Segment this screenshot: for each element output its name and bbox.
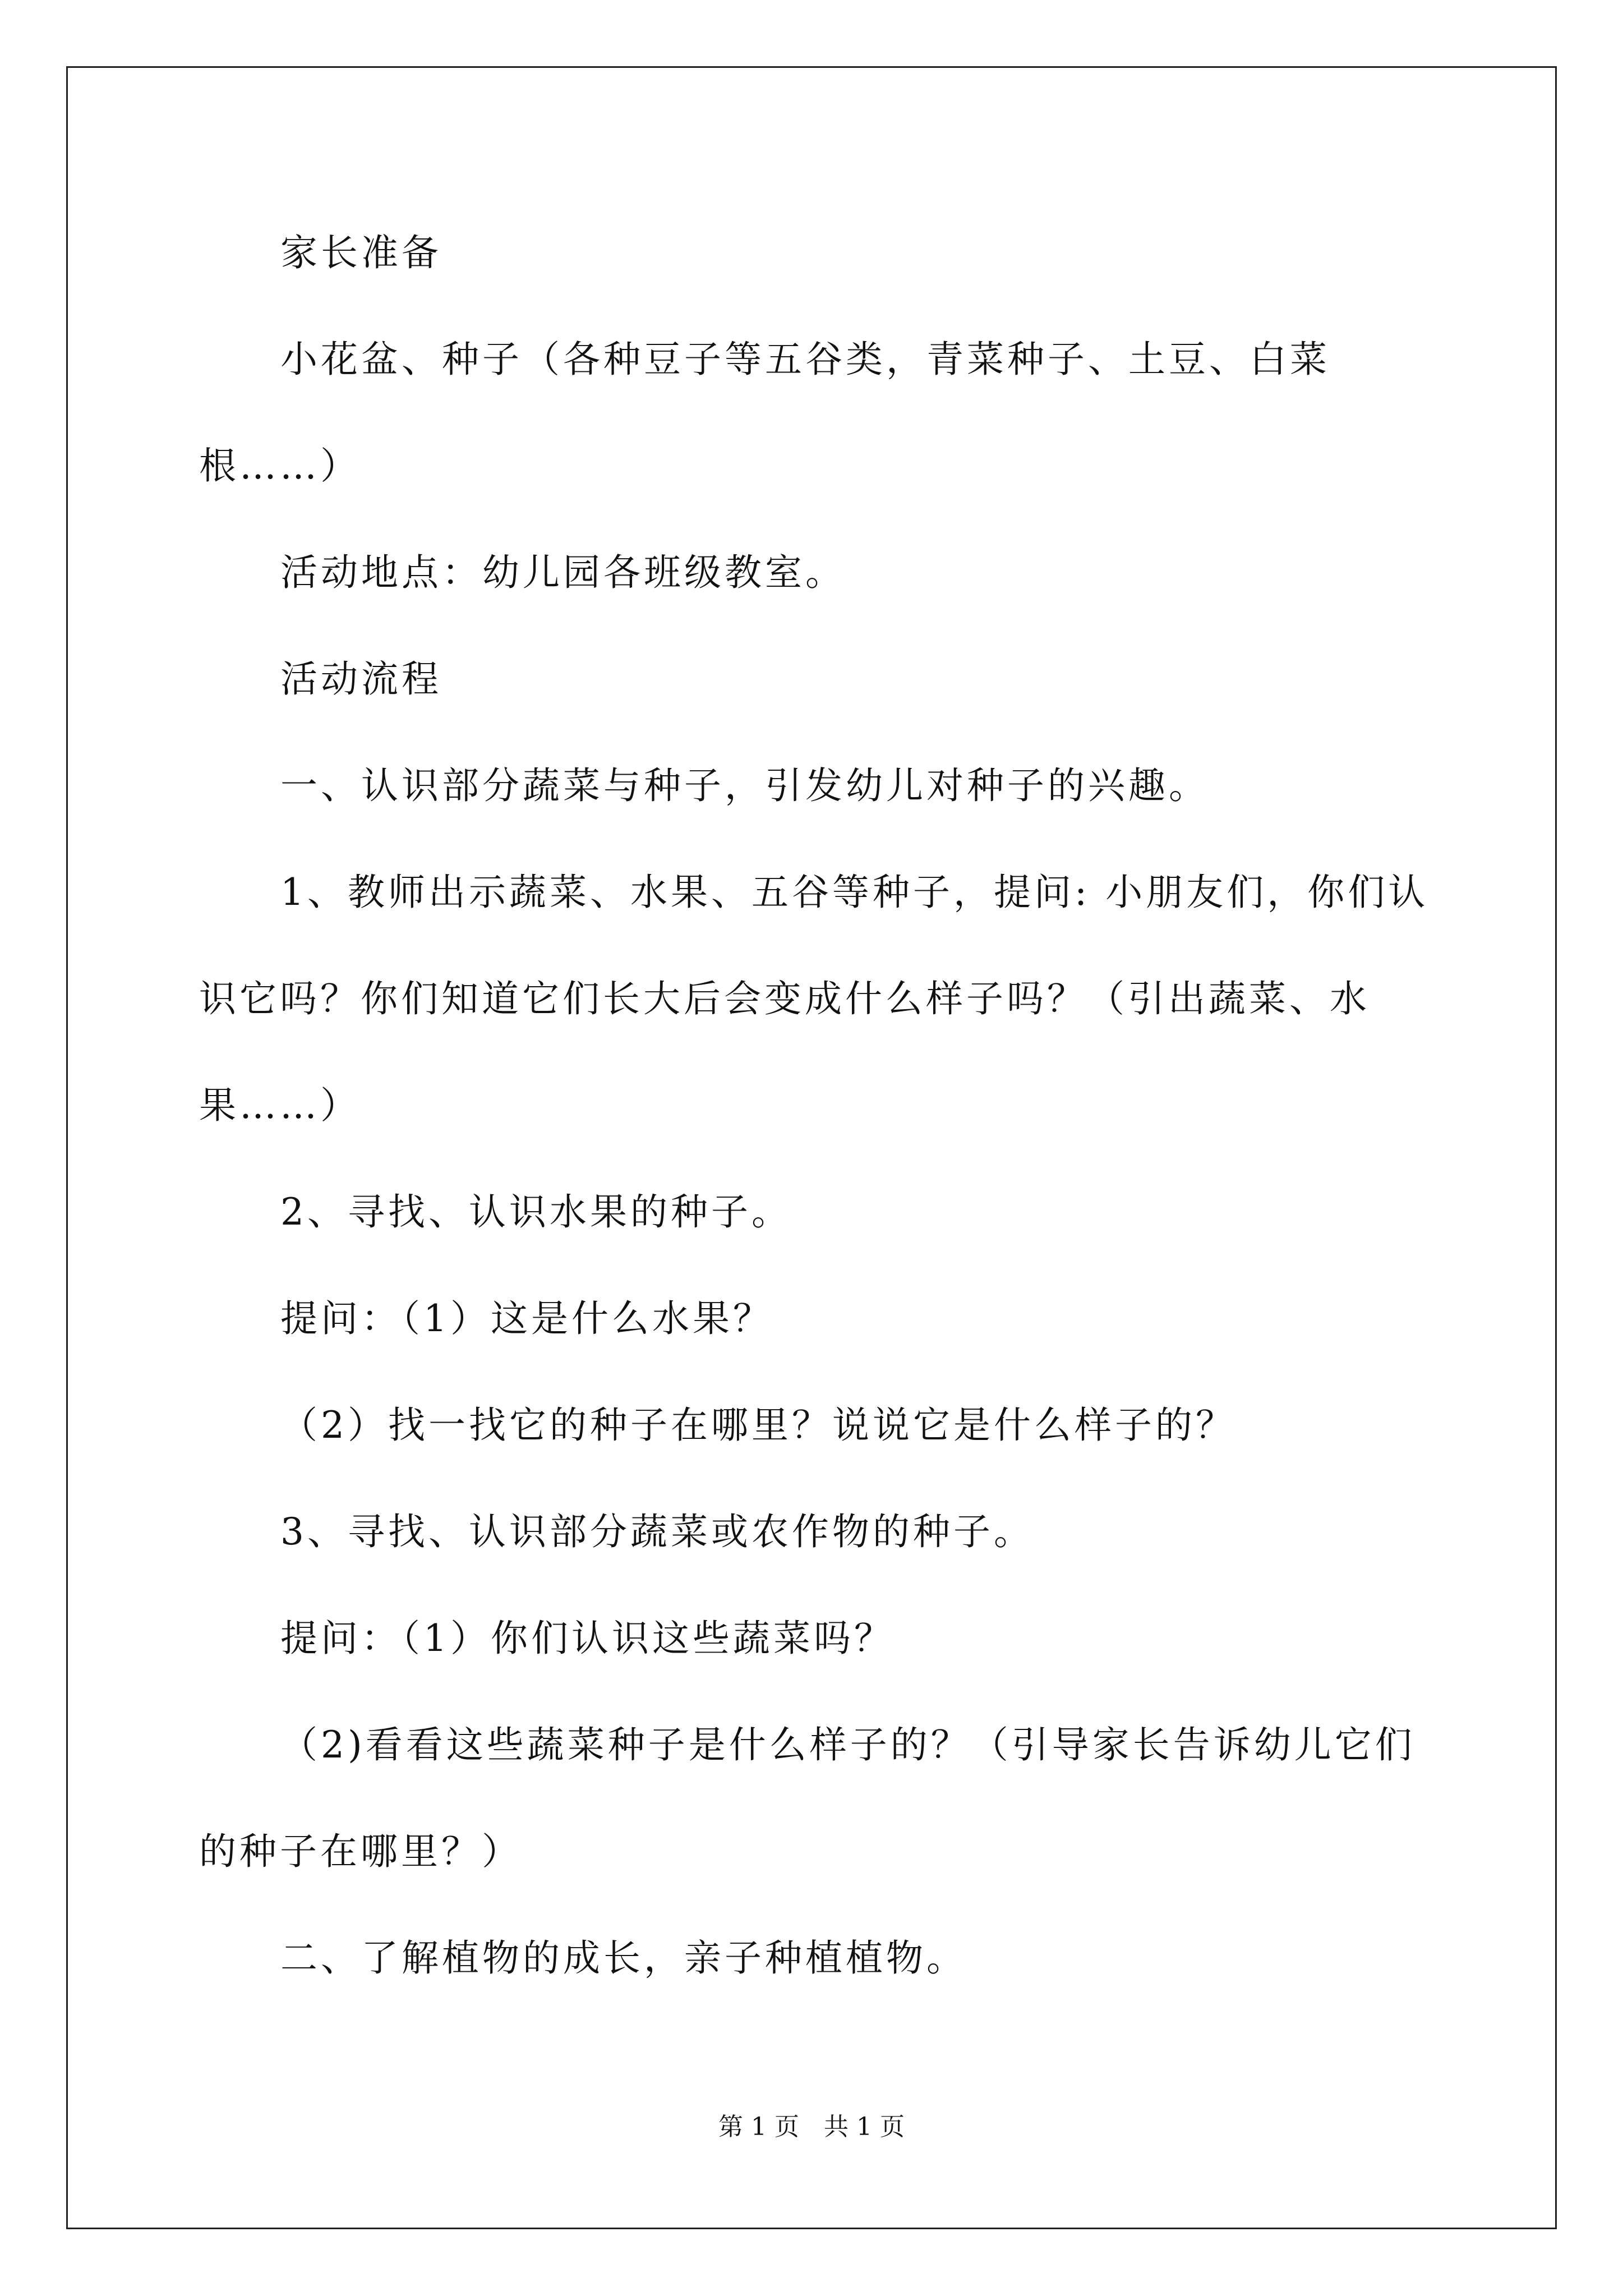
paragraph-step-1: 1、教师出示蔬菜、水果、五谷等种子，提问: 小朋友们，你们认 (280, 871, 1429, 914)
section-heading-2: 二、了解植物的成长，亲子种植植物。 (280, 1936, 967, 1980)
heading-parent-preparation: 家长准备 (280, 231, 442, 274)
paragraph-question-3-1: 提问：（1）你们认识这些蔬菜吗？ (280, 1617, 895, 1660)
paragraph-question-3-2: （2)看看这些蔬菜种子是什么样子的？（引导家长告诉幼儿它们 (280, 1723, 1415, 1766)
paragraph-materials-cont: 根……） (199, 444, 361, 487)
paragraph-step-3: 3、寻找、认识部分蔬菜或农作物的种子。 (280, 1510, 1034, 1553)
heading-activity-process: 活动流程 (280, 657, 442, 701)
paragraph-materials: 小花盆、种子（各种豆子等五谷类，青菜种子、土豆、白菜 (280, 338, 1330, 381)
paragraph-location: 活动地点：幼儿园各班级教室。 (280, 551, 846, 594)
paragraph-question-2-2: （2）找一找它的种子在哪里？说说它是什么样子的？ (280, 1404, 1236, 1447)
paragraph-step-1-end: 果……） (199, 1084, 361, 1127)
paragraph-question-2-1: 提问：（1）这是什么水果？ (280, 1297, 773, 1340)
section-heading-1: 一、认识部分蔬菜与种子，引发幼儿对种子的兴趣。 (280, 764, 1209, 807)
page-border (66, 66, 1557, 2229)
paragraph-question-3-2-cont: 的种子在哪里？） (199, 1830, 522, 1873)
paragraph-step-1-cont: 识它吗？你们知道它们长大后会变成什么样子吗？（引出蔬菜、水 (199, 977, 1370, 1020)
paragraph-step-2: 2、寻找、认识水果的种子。 (280, 1190, 792, 1234)
page-number-footer: 第 1 页 共 1 页 (718, 2113, 905, 2141)
